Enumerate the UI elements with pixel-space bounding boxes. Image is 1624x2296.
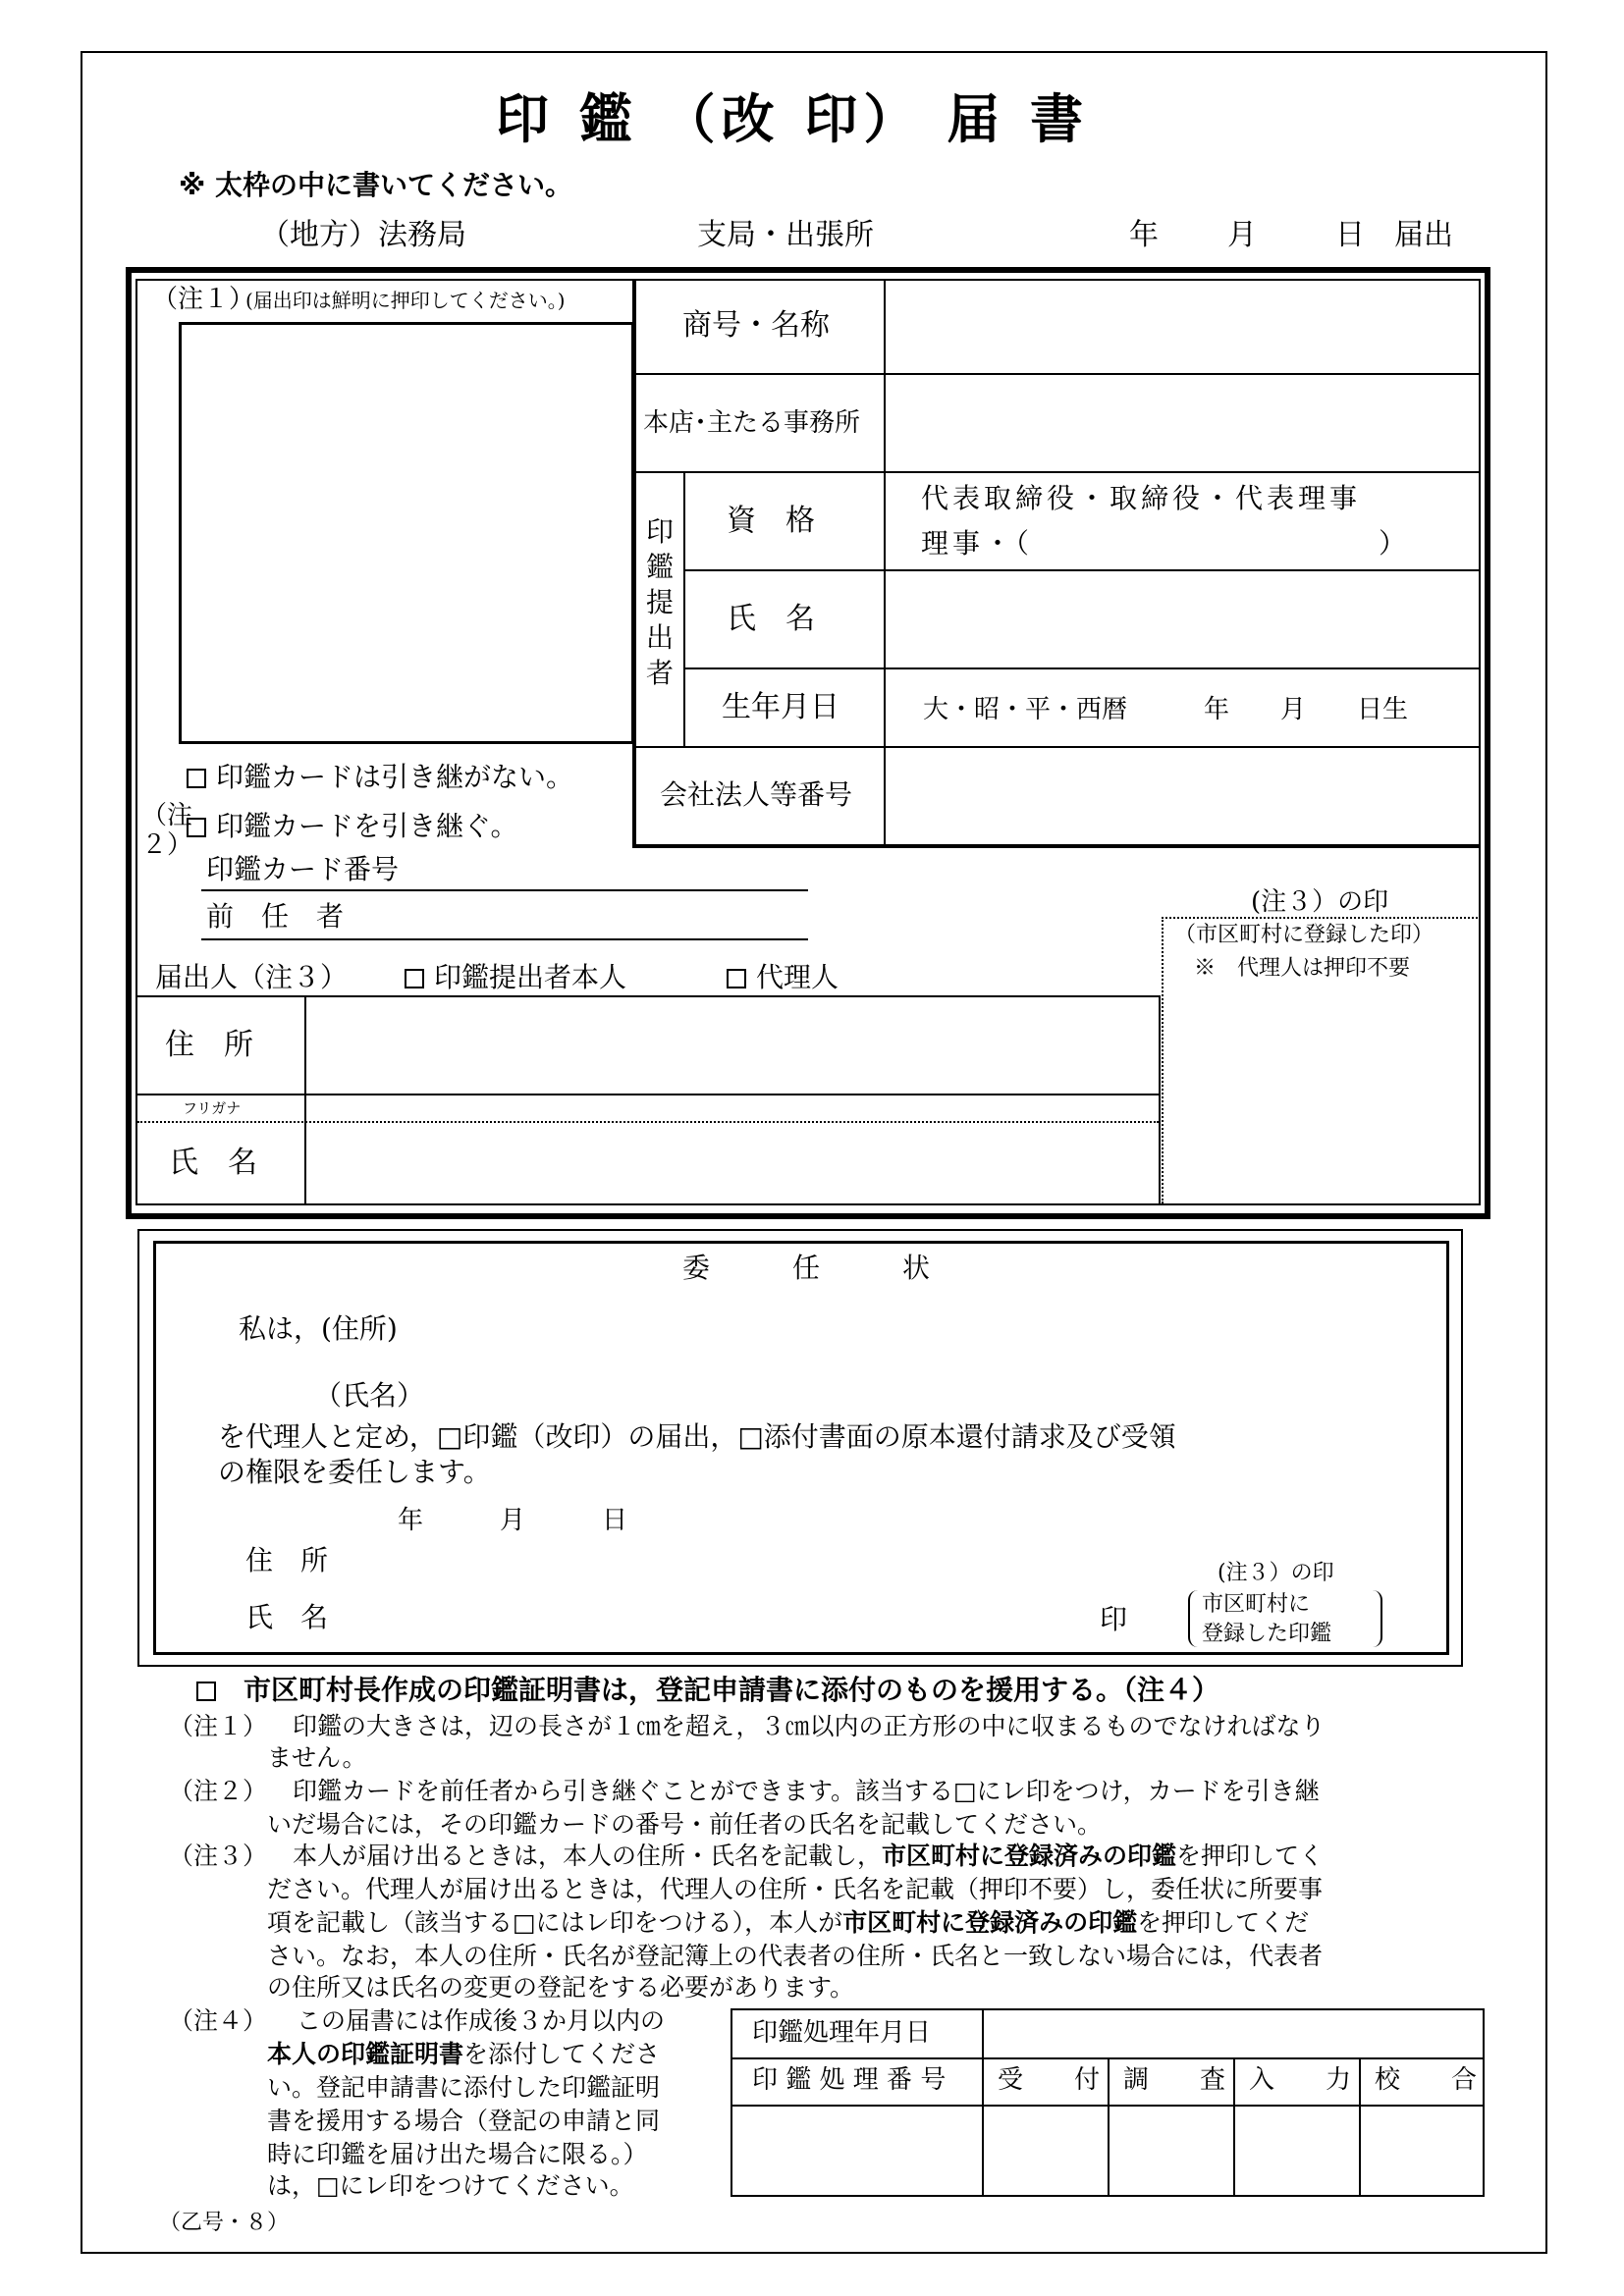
note3-label: （注３） — [169, 1842, 268, 1870]
note4-line6: は，□にレ印をつけてください。 — [267, 2171, 634, 2200]
office-branch: 支局・出張所 — [697, 218, 874, 252]
submitter-name-field[interactable] — [888, 573, 1477, 666]
birth-date-value[interactable]: 大・昭・平・西暦 年 月 日生 — [923, 695, 1409, 724]
note4-line2: 本人の印鑑証明書を添付してくださ — [267, 2040, 661, 2068]
proxy-title: 委 任 状 — [682, 1252, 931, 1284]
proxy-body-1: を代理人と定め，□印鑑（改印）の届出，□添付書面の原本還付請求及び受領 — [218, 1420, 1176, 1453]
office-month: 月 — [1227, 218, 1257, 252]
seal-box[interactable] — [179, 322, 634, 744]
checkbox[interactable] — [196, 1682, 216, 1701]
label-furigana: フリガナ — [183, 1099, 242, 1117]
label-corporate-number: 会社法人等番号 — [660, 778, 853, 811]
proxy-seal-mark: 印 — [1100, 1603, 1128, 1635]
note1-label: （注１） — [169, 1712, 268, 1740]
note2-line1: 印鑑カードを前任者から引き継ぐことができます。該当する□にレ印をつけ，カードを引き継 — [293, 1777, 1320, 1805]
qualification-options-2[interactable]: 理事・（ ） — [921, 527, 1411, 560]
card-no-transfer[interactable]: 印鑑カードは引き継がない。 — [187, 764, 573, 791]
qualification-options-1[interactable]: 代表取締役・取締役・代表理事 — [921, 482, 1362, 514]
note2-label: （注２） — [169, 1777, 268, 1805]
label-processing-date: 印鑑処理年月日 — [752, 2018, 932, 2048]
office-local: （地方）法務局 — [260, 218, 466, 252]
applicant-self[interactable]: 印鑑提出者本人 — [405, 964, 626, 991]
checkbox[interactable] — [187, 769, 206, 788]
proxy-address-intro: 私は，(住所) — [239, 1312, 398, 1345]
office-year: 年 — [1129, 218, 1159, 252]
proxy-body-2: の権限を委任します。 — [218, 1456, 491, 1488]
applicant-label: 届出人（注３） — [155, 961, 349, 993]
note3-line3: 項を記載し（該当する□にはレ印をつける），本人が市区町村に登録済みの印鑑を押印してくだ — [267, 1908, 1310, 1937]
seal3-sub: （市区町村に登録した印） — [1174, 923, 1435, 947]
note4-line4: 書を援用する場合（登記の申請と同 — [267, 2107, 661, 2135]
instruction: ※ 太枠の中に書いてください。 — [179, 169, 572, 201]
checkbox[interactable] — [727, 969, 746, 988]
office-day: 日 — [1335, 218, 1365, 252]
note3-line1: 本人が届け出るときは，本人の住所・氏名を記載し，市区町村に登録済みの印鑑を押印してく — [293, 1842, 1325, 1870]
note4-line5: 時に印鑑を届け出た場合に限る。） — [267, 2140, 648, 2168]
page-title: 印 鑑 （改 印） 届 書 — [496, 88, 1089, 150]
label-address: 住 所 — [165, 1028, 253, 1062]
applicant-agent[interactable]: 代理人 — [727, 964, 839, 991]
note1-line2: ません。 — [267, 1743, 367, 1772]
label-submitter: 印鑑提出者 — [645, 515, 674, 689]
cert-check[interactable]: 市区町村長作成の印鑑証明書は，登記申請書に添付のものを援用する。（注４） — [196, 1677, 1219, 1704]
label-qualification: 資 格 — [727, 504, 815, 538]
label-card-number: 印鑑カード番号 — [206, 853, 400, 885]
card-transfer[interactable]: 印鑑カードを引き継ぐ。 — [187, 813, 517, 840]
note1-seal-hint: (届出印は鮮明に押印してください。) — [245, 289, 566, 312]
applicant-address-field[interactable] — [308, 999, 1155, 1092]
applicant-furigana-field[interactable] — [308, 1095, 1155, 1119]
note1-seal-label: （注１） — [152, 285, 255, 314]
trade-name-field[interactable] — [888, 281, 1477, 371]
seal3-title: (注３）の印 — [1251, 887, 1389, 917]
label-received: 受 付 — [998, 2065, 1101, 2095]
seal3-box[interactable] — [1166, 982, 1475, 1201]
label-inspect: 調 査 — [1123, 2065, 1226, 2095]
note2-mark: （注２） — [141, 801, 193, 860]
note3-line2: ださい。代理人が届け出るときは，代理人の住所・氏名を記載（押印不要）し，委任状に所要事 — [267, 1875, 1324, 1903]
note4-line1: この届書には作成後３か月以内の — [297, 2006, 666, 2035]
corporate-number-field[interactable] — [888, 750, 1477, 844]
proxy-name-intro: （氏名） — [314, 1379, 425, 1412]
seal3-note: ※ 代理人は押印不要 — [1194, 956, 1411, 981]
label-applicant-name: 氏 名 — [169, 1146, 257, 1180]
proxy-label-name: 氏 名 — [245, 1601, 329, 1633]
label-input: 入 力 — [1249, 2065, 1352, 2095]
label-birth-date: 生年月日 — [722, 690, 839, 724]
label-head-office: 本店･主たる事務所 — [643, 408, 861, 438]
label-collate: 校 合 — [1375, 2065, 1478, 2095]
proxy-seal-box-line1: 市区町村に — [1202, 1592, 1311, 1617]
note2-line2: いだ場合には，その印鑑カードの番号・前任者の氏名を記載してください。 — [267, 1810, 1103, 1839]
note1-line1: 印鑑の大きさは，辺の長さが１㎝を超え，３㎝以内の正方形の中に収まるものでなければなり — [293, 1712, 1326, 1740]
label-predecessor: 前 任 者 — [206, 900, 345, 933]
proxy-label-address: 住 所 — [245, 1544, 329, 1576]
label-trade-name: 商号・名称 — [682, 308, 830, 343]
head-office-field[interactable] — [888, 377, 1477, 469]
proxy-date: 年 月 日 — [398, 1506, 628, 1535]
note3-line5: の住所又は氏名の変更の登記をする必要があります。 — [267, 1973, 855, 2002]
checkbox[interactable] — [405, 969, 424, 988]
note4-line3: い。登記申請書に添付した印鑑証明 — [267, 2073, 661, 2102]
note3-line4: さい。なお，本人の住所・氏名が登記簿上の代表者の住所・氏名と一致しない場合には，代表者 — [267, 1942, 1324, 1970]
office-filed: 届出 — [1394, 218, 1453, 252]
applicant-name-field[interactable] — [308, 1125, 1155, 1203]
proxy-seal-box-line2: 登録した印鑑 — [1202, 1622, 1332, 1646]
label-name: 氏 名 — [727, 602, 815, 636]
proxy-seal-note: (注３）の印 — [1218, 1561, 1334, 1585]
note4-label: （注４） — [169, 2006, 268, 2035]
processing-date-field[interactable] — [986, 2010, 1483, 2056]
form-code: （乙号・８） — [159, 2211, 290, 2235]
label-processing-number: 印 鑑 処 理 番 号 — [752, 2065, 947, 2095]
